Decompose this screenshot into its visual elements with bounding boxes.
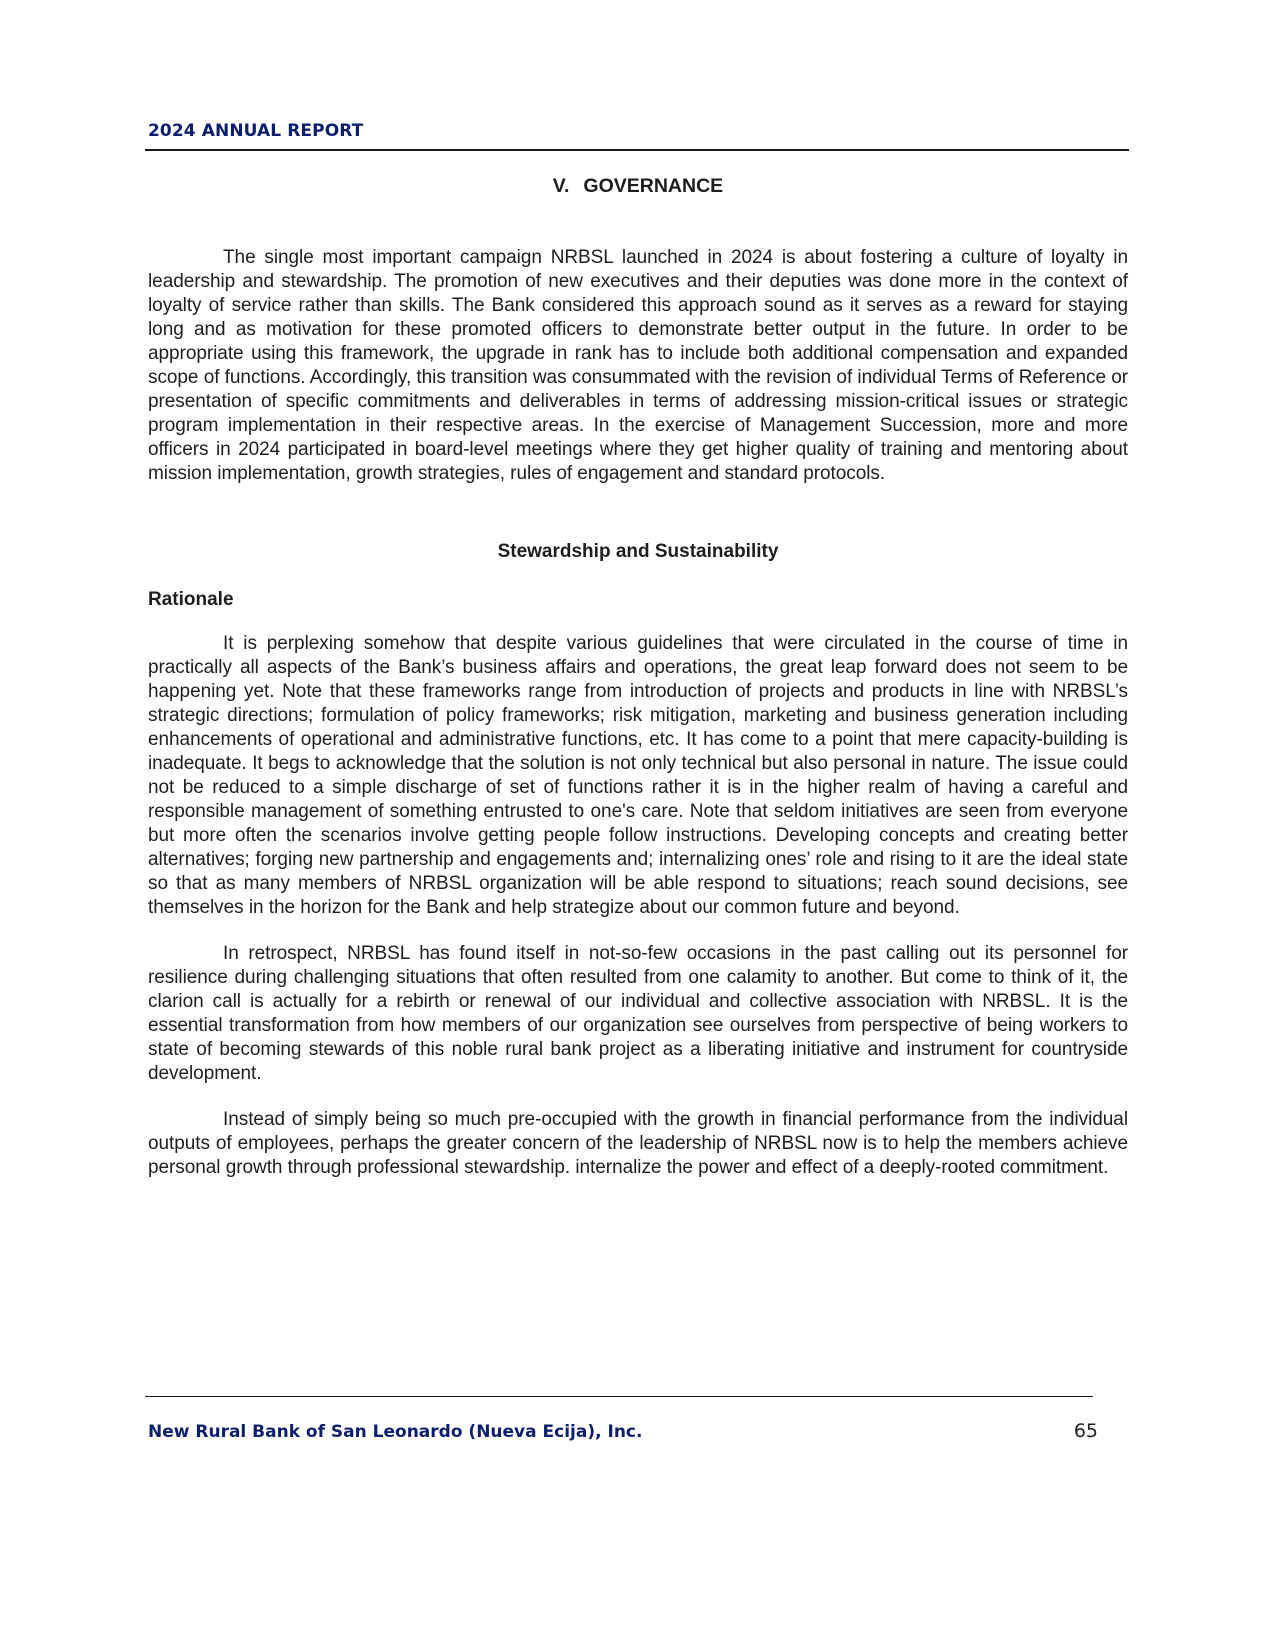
footer-divider [145, 1396, 1093, 1397]
rationale-paragraph-1: It is perplexing somehow that despite various guidelines that were circulated in the course of time in practically all aspects of the Bank’s business affairs and operations, the great leap forward does not seem to be happening yet. Note that these frameworks range from introduction of projects and products in line with NRBSL’s strategic directions; formulation of policy frameworks; risk mitigation, marketing and business generation including enhancements of operational and administrative functions, etc. It has come to a point that mere capacity-building is inadequate. It begs to acknowledge that the solution is not only technical but also personal in nature. The issue could not be reduced to a simple discharge of set of functions rather it is in the higher realm of having a careful and responsible management of something entrusted to one's care. Note that seldom initiatives are seen from everyone but more often the scenarios involve getting people follow instructions. Developing concepts and creating better alternatives; forging new partnership and engagements and; internalizing ones’ role and rising to it are the ideal state so that as many members of NRBSL organization will be able respond to situations; reach sound decisions, see themselves in the horizon for the Bank and help strategize about our common future and beyond. [148, 633, 1128, 918]
section-title: GOVERNANCE [583, 175, 724, 197]
subsection-title: Stewardship and Sustainability [497, 541, 779, 562]
report-header-title: 2024 ANNUAL REPORT [148, 121, 364, 141]
footer-bank-name: New Rural Bank of San Leonardo (Nueva Ecija), Inc. [148, 1422, 643, 1442]
rationale-heading: Rationale [148, 589, 234, 610]
header-divider [145, 149, 1129, 151]
intro-paragraph: The single most important campaign NRBSL launched in 2024 is about fostering a culture of loyalty in leadership and stewardship. The promotion of new executives and their deputies was done more in the context of loyalty of service rather than skills. The Bank considered this approach sound as it serves as a reward for staying long and as motivation for these promoted officers to demonstrate better output in the future. In order to be appropriate using this framework, the upgrade in rank has to include both additional compensation and expanded scope of functions. Accordingly, this transition was consummated with the revision of individual Terms of Reference or presentation of specific commitments and deliverables in terms of addressing mission-critical issues or strategic program implementation in their respective areas. In the exercise of Management Succession, more and more officers in 2024 participated in board-level meetings where they get higher quality of training and mentoring about mission implementation, growth strategies, rules of engagement and standard protocols. [148, 247, 1128, 484]
rationale-paragraph-2: In retrospect, NRBSL has found itself in not-so-few occasions in the past calling out its personnel for resilience during challenging situations that often resulted from one calamity to another. But come to think of it, the clarion call is actually for a rebirth or renewal of our individual and collective association with NRBSL. It is the essential transformation from how members of our organization see ourselves from perspective of being workers to state of becoming stewards of this noble rural bank project as a liberating initiative and instrument for countryside development. [148, 943, 1128, 1084]
section-number: V. [552, 175, 570, 197]
rationale-paragraph-3: Instead of simply being so much pre-occupied with the growth in financial performance from the individual outputs of employees, perhaps the greater concern of the leadership of NRBSL now is to help the members achieve personal growth through professional stewardship. internalize the power and effect of a deeply-rooted commitment. [148, 1109, 1128, 1178]
page-number: 65 [1073, 1420, 1098, 1442]
page-content [148, 170, 1128, 1180]
section-heading [148, 170, 1128, 202]
